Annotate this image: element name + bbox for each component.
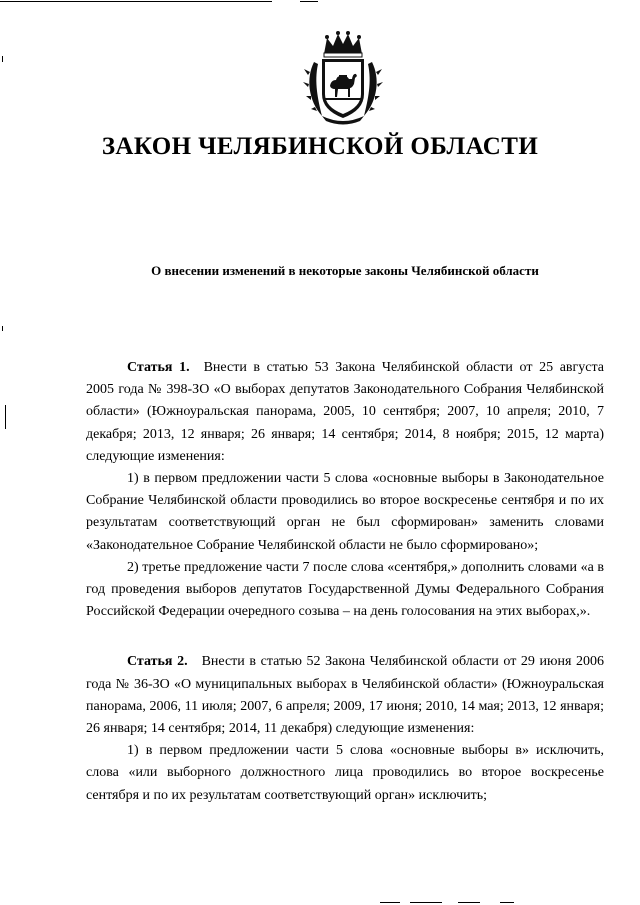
law-body [86,357,604,807]
article-1-item-2: 2) третье предложение части 7 после слова «сентября,» дополнить словами «а в год проведения выборов депутатов Государственной Думы Федерального Собрания Российской Федерации очередного созыва – на день голосования на этих выборах,». [86,559,604,620]
article-1-item-1: 1) в первом предложении части 5 слова «основные выборы в Законодательное Собрание Челябинской области проводились во второе воскресенье сентября и по их результатам соответствующий орган не был сформирован» заменить словами «Законодательное Собрание Челябинской области не было сформировано»; [86,471,604,553]
scan-artifact-line [458,902,480,903]
scan-artifact-line [500,902,514,903]
scan-artifact-line [0,1,272,2]
law-title: ЗАКОН ЧЕЛЯБИНСКОЙ ОБЛАСТИ [101,133,539,160]
article-1-intro [86,357,604,468]
scan-artifact-mark [2,326,3,331]
scan-artifact-line [410,902,442,903]
article-text: Внести в статью 53 Закона Челябинской области от 25 августа 2005 года № 398-ЗО «О выборах депутатов Законодательного Собрания Челябинской области» (Южноуральская панорама, 2005, 10 сентября; 2007, 10 апреля; 2010, 7 декабря; 2013, 12 января; 26 января; 14 сентября; 2014, 8 ноября; 2015, 12 марта) следующие изменения: [86,360,605,464]
chelyabinsk-coat-of-arms-icon [300,28,386,128]
scan-artifact-line [380,902,400,903]
article-2-item-1: 1) в первом предложении части 5 слова «основные выборы в» исключить, слова «или выборного должностного лица проводились во второе воскресенье сентября и по их результатам соответствующий орган» исключить; [86,743,604,803]
article-2-intro [86,651,604,740]
scan-artifact-mark [5,405,6,429]
article-text: Внести в статью 52 Закона Челябинской области от 29 июня 2006 года № 36-ЗО «О муниципальных выборах в Челябинской области» (Южноуральская панорама, 2006, 11 июля; 2007, 6 апреля; 2009, 17 июня; 2010, 14 мая; 2013, 12 января; 26 января; 14 сентября; 2014, 11 декабря) следующие изменения: [86,654,604,737]
article-label: Статья 1. [127,360,190,375]
law-subtitle: О внесении изменений в некоторые законы Челябинской области [151,263,539,278]
scan-artifact-line [300,1,318,2]
scan-artifact-mark [2,56,3,62]
article-label: Статья 2. [127,654,188,670]
